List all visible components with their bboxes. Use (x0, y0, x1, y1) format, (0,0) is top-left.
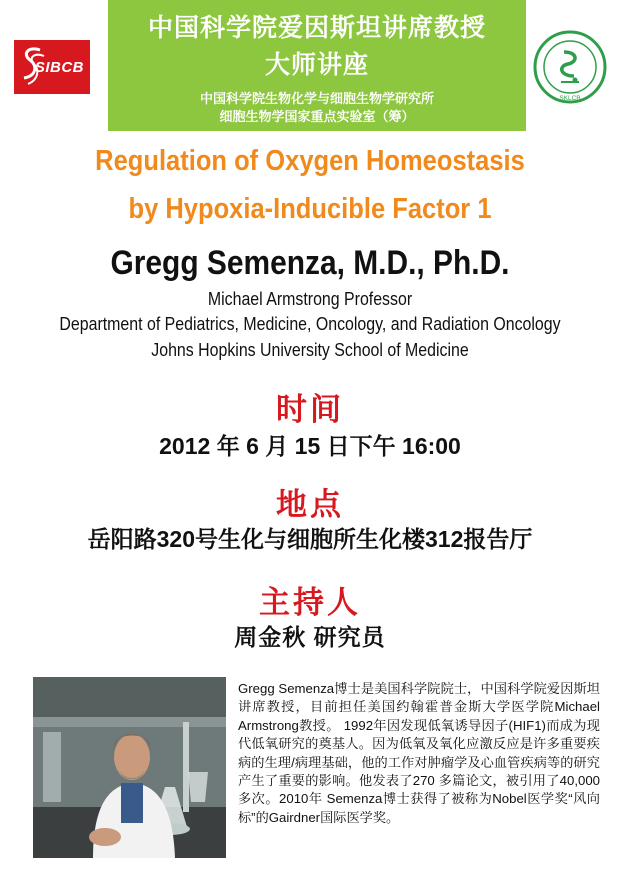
speaker-name: Gregg Semenza, M.D., Ph.D. (110, 244, 510, 282)
banner-subtitle-line2: 细胞生物学国家重点实验室（筹） (219, 109, 415, 124)
time-heading: 时间 (276, 392, 344, 428)
host-value: 周金秋 研究员 (234, 624, 386, 650)
lecture-title-line1: Regulation of Oxygen Homeostasis (95, 145, 525, 177)
seal-bottom-text: SKLCB (559, 95, 581, 102)
speaker-bio: Gregg Semenza博士是美国科学院院士，中国科学院爱因斯坦讲席教授，目前担任美国约翰霍普金斯大学医学院Michael Armstrong教授。 1992年因发现低氧诱导因子(HIF1)而成为现代低氧研究的奠基人。因为低氧及氧化应激反应是许多重要疾病的生理/病理基础，他的工作对肿瘤学及心血管疾病等的研究产生了重要的影响。他发表了270 多篇论文，被引用了40,000多次。2010年 Semenza博士获得了被称为Nobel医学奖“风向标”的Gairdner国际医学奖。 (238, 681, 600, 825)
speaker-photo (33, 677, 226, 858)
sibcb-logo (14, 40, 90, 94)
speaker-institution: Johns Hopkins University School of Medicine (151, 339, 469, 360)
banner-title-line2: 大师讲座 (264, 50, 369, 79)
place-heading: 地点 (276, 487, 344, 523)
logo-left-text: SIBCB (34, 59, 84, 76)
banner-title-line1: 中国科学院爱因斯坦讲席教授 (147, 13, 486, 42)
speaker-position: Michael Armstrong Professor (207, 288, 413, 309)
speaker-department: Department of Pediatrics, Medicine, Oncology, and Radiation Oncology (59, 313, 561, 334)
banner-subtitle-line1: 中国科学院生物化学与细胞生物学研究所 (199, 91, 434, 106)
time-value: 2012 年 6 月 15 日下午 16:00 (159, 433, 461, 459)
sklcb-seal-logo (531, 18, 609, 116)
place-value: 岳阳路320号生化与细胞所生化楼312报告厅 (87, 526, 533, 552)
lecture-title-line2: by Hypoxia-Inducible Factor 1 (128, 193, 492, 225)
header-banner (108, 0, 526, 131)
host-heading: 主持人 (259, 585, 361, 621)
